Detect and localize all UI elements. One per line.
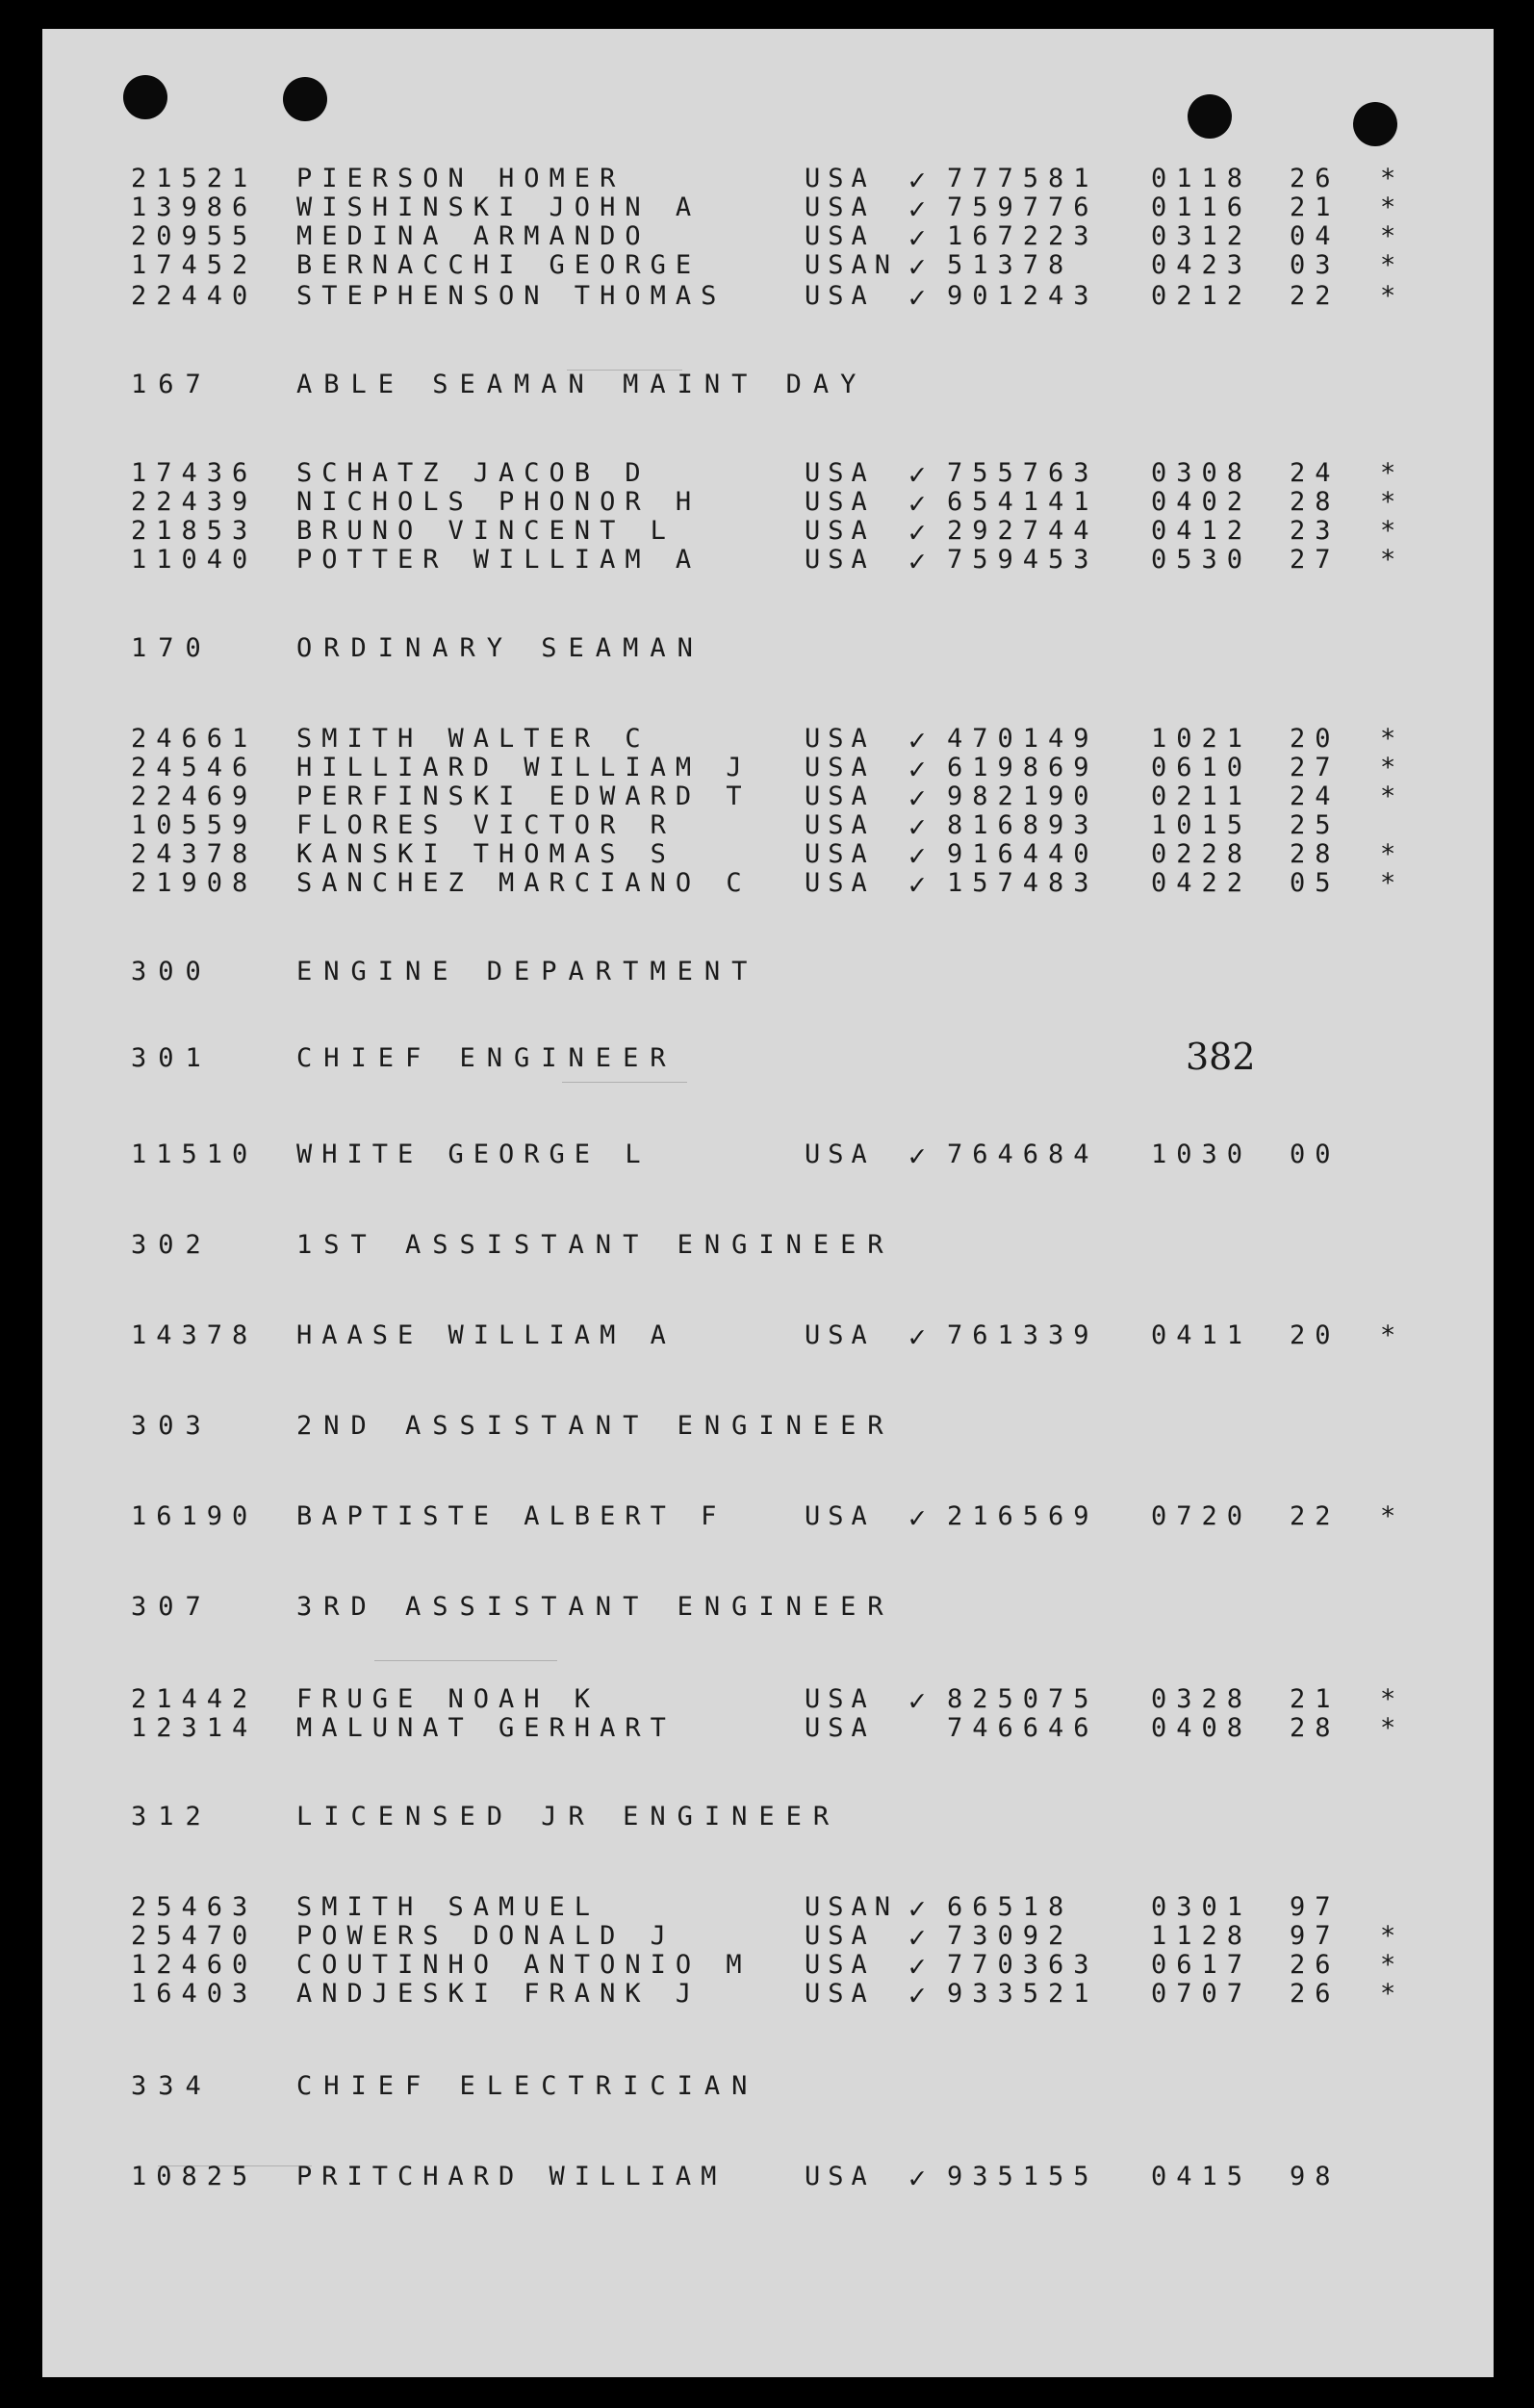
citizenship: USA — [805, 839, 875, 869]
crew-code: 14378 — [131, 1320, 258, 1350]
date-code: 1015 — [1151, 810, 1253, 840]
age: 04 — [1290, 221, 1341, 251]
document-number: 216569 — [947, 1501, 1099, 1531]
crew-name: SANCHEZ MARCIANO C — [296, 868, 752, 898]
section-heading — [42, 1802, 1494, 1832]
citizenship: USA — [805, 164, 875, 193]
crew-name: HAASE WILLIAM A — [296, 1320, 676, 1350]
crew-code: 12460 — [131, 1950, 258, 1980]
citizenship: USA — [805, 1320, 875, 1350]
punch-hole — [1353, 102, 1397, 146]
citizenship: USA — [805, 868, 875, 898]
date-code: 0415 — [1151, 2162, 1253, 2191]
asterisk-mark: * — [1380, 1684, 1396, 1714]
punch-hole — [283, 77, 327, 121]
age: 26 — [1290, 1950, 1341, 1980]
section-title: 2ND ASSISTANT ENGINEER — [296, 1411, 895, 1441]
age: 97 — [1290, 1892, 1341, 1922]
crew-name: HILLIARD WILLIAM J — [296, 753, 752, 782]
asterisk-mark: * — [1380, 724, 1396, 754]
age: 97 — [1290, 1921, 1341, 1951]
date-code: 0402 — [1151, 487, 1253, 517]
crew-code: 21442 — [131, 1684, 258, 1714]
crew-entry-row — [42, 545, 1494, 576]
citizenship: USA — [805, 281, 875, 311]
age: 28 — [1290, 1713, 1341, 1743]
crew-code: 25463 — [131, 1892, 258, 1922]
age: 28 — [1290, 839, 1341, 869]
crew-name: SMITH SAMUEL — [296, 1892, 601, 1922]
section-title: ABLE SEAMAN MAINT DAY — [296, 370, 868, 399]
document-number: 825075 — [947, 1684, 1099, 1714]
citizenship: USA — [805, 458, 875, 488]
section-heading — [42, 1043, 1494, 1074]
age: 28 — [1290, 487, 1341, 517]
crew-entry-row — [42, 458, 1494, 492]
crew-code: 10825 — [131, 2162, 258, 2191]
age: 24 — [1290, 781, 1341, 811]
crew-entry-row — [42, 250, 1494, 284]
crew-code: 22469 — [131, 781, 258, 811]
crew-name: KANSKI THOMAS S — [296, 839, 676, 869]
age: 03 — [1290, 250, 1341, 280]
citizenship: USA — [805, 753, 875, 782]
crew-code: 25470 — [131, 1921, 258, 1951]
age: 05 — [1290, 868, 1341, 898]
date-code: 0530 — [1151, 545, 1253, 575]
citizenship: USA — [805, 1950, 875, 1980]
crew-entry-row — [42, 1140, 1494, 1173]
date-code: 1030 — [1151, 1140, 1253, 1169]
check-mark: ✓ — [908, 458, 927, 492]
age: 27 — [1290, 753, 1341, 782]
section-heading — [42, 1592, 1494, 1623]
age: 00 — [1290, 1140, 1341, 1169]
date-code: 0211 — [1151, 781, 1253, 811]
crew-name: PERFINSKI EDWARD T — [296, 781, 752, 811]
age: 22 — [1290, 1501, 1341, 1531]
crew-code: 13986 — [131, 192, 258, 222]
check-mark: ✓ — [908, 164, 927, 197]
citizenship: USAN — [805, 1892, 899, 1922]
date-code: 0116 — [1151, 192, 1253, 222]
date-code: 0610 — [1151, 753, 1253, 782]
crew-entry-row — [42, 221, 1494, 255]
check-mark: ✓ — [908, 1684, 927, 1718]
citizenship: USA — [805, 810, 875, 840]
check-mark: ✓ — [908, 1501, 927, 1535]
crew-entry-row — [42, 810, 1494, 844]
crew-entry-row — [42, 868, 1494, 902]
document-number: 73092 — [947, 1921, 1074, 1951]
section-heading — [42, 1411, 1494, 1442]
crew-code: 16190 — [131, 1501, 258, 1531]
age: 27 — [1290, 545, 1341, 575]
document-number: 759776 — [947, 192, 1099, 222]
crew-code: 17436 — [131, 458, 258, 488]
asterisk-mark: * — [1380, 1320, 1396, 1350]
date-code: 0212 — [1151, 281, 1253, 311]
date-code: 0408 — [1151, 1713, 1253, 1743]
citizenship: USA — [805, 1501, 875, 1531]
crew-code: 24378 — [131, 839, 258, 869]
crew-code: 20955 — [131, 221, 258, 251]
crew-code: 11510 — [131, 1140, 258, 1169]
citizenship: USA — [805, 2162, 875, 2191]
page-number: 382 — [1186, 1036, 1256, 1078]
document-number: 746646 — [947, 1713, 1099, 1743]
age: 24 — [1290, 458, 1341, 488]
crew-entry-row — [42, 1979, 1494, 2010]
crew-name: FLORES VICTOR R — [296, 810, 676, 840]
check-mark: ✓ — [908, 724, 927, 757]
crew-entry-row — [42, 1713, 1494, 1744]
section-title: ENGINE DEPARTMENT — [296, 957, 759, 986]
citizenship: USA — [805, 192, 875, 222]
crew-entry-row — [42, 164, 1494, 197]
check-mark: ✓ — [908, 1979, 927, 2012]
date-code: 0707 — [1151, 1979, 1253, 2009]
citizenship: USA — [805, 221, 875, 251]
date-code: 0118 — [1151, 164, 1253, 193]
section-heading — [42, 2071, 1494, 2102]
asterisk-mark: * — [1380, 516, 1396, 546]
asterisk-mark: * — [1380, 545, 1396, 575]
crew-entry-row — [42, 1921, 1494, 1955]
crew-entry-row — [42, 724, 1494, 755]
citizenship: USA — [805, 1684, 875, 1714]
document-number: 292744 — [947, 516, 1099, 546]
age: 20 — [1290, 724, 1341, 754]
crew-code: 24661 — [131, 724, 258, 754]
document-number: 935155 — [947, 2162, 1099, 2191]
citizenship: USA — [805, 487, 875, 517]
section-code: 300 — [131, 957, 213, 986]
crew-name: BAPTISTE ALBERT F — [296, 1501, 727, 1531]
punch-hole — [123, 75, 167, 119]
citizenship: USA — [805, 1140, 875, 1169]
section-heading — [42, 1230, 1494, 1261]
crew-name: SMITH WALTER C — [296, 724, 651, 754]
date-code: 0720 — [1151, 1501, 1253, 1531]
check-mark: ✓ — [908, 810, 927, 844]
section-title: CHIEF ENGINEER — [296, 1043, 678, 1073]
age: 21 — [1290, 1684, 1341, 1714]
date-code: 0423 — [1151, 250, 1253, 280]
crew-name: WHITE GEORGE L — [296, 1140, 651, 1169]
asterisk-mark: * — [1380, 487, 1396, 517]
age: 26 — [1290, 164, 1341, 193]
section-code: 167 — [131, 370, 213, 399]
crew-name: COUTINHO ANTONIO M — [296, 1950, 752, 1980]
crew-name: WISHINSKI JOHN A — [296, 192, 702, 222]
crew-name: ANDJESKI FRANK J — [296, 1979, 702, 2009]
citizenship: USA — [805, 1713, 875, 1743]
crew-name: STEPHENSON THOMAS — [296, 281, 727, 311]
check-mark: ✓ — [908, 545, 927, 578]
crew-entry-row — [42, 781, 1494, 815]
check-mark: ✓ — [908, 839, 927, 873]
section-title: LICENSED JR ENGINEER — [296, 1802, 841, 1832]
crew-code: 16403 — [131, 1979, 258, 2009]
section-code: 301 — [131, 1043, 213, 1073]
crew-code: 21853 — [131, 516, 258, 546]
section-title: CHIEF ELECTRICIAN — [296, 2071, 759, 2101]
document-number: 755763 — [947, 458, 1099, 488]
check-mark: ✓ — [908, 487, 927, 521]
document-number: 66518 — [947, 1892, 1074, 1922]
document-number: 777581 — [947, 164, 1099, 193]
section-heading — [42, 957, 1494, 987]
citizenship: USA — [805, 1921, 875, 1951]
asterisk-mark: * — [1380, 1950, 1396, 1980]
section-code: 302 — [131, 1230, 213, 1260]
section-code: 334 — [131, 2071, 213, 2101]
section-title: ORDINARY SEAMAN — [296, 633, 704, 663]
age: 21 — [1290, 192, 1341, 222]
crew-name: FRUGE NOAH K — [296, 1684, 601, 1714]
section-code: 170 — [131, 633, 213, 663]
date-code: 0617 — [1151, 1950, 1253, 1980]
age: 25 — [1290, 810, 1341, 840]
document-number: 654141 — [947, 487, 1099, 517]
date-code: 0328 — [1151, 1684, 1253, 1714]
crew-name: NICHOLS PHONOR H — [296, 487, 702, 517]
asterisk-mark: * — [1380, 458, 1396, 488]
crew-entry-row — [42, 2162, 1494, 2195]
crew-code: 10559 — [131, 810, 258, 840]
date-code: 0312 — [1151, 221, 1253, 251]
document-number: 157483 — [947, 868, 1099, 898]
crew-entry-row — [42, 753, 1494, 786]
document-number: 901243 — [947, 281, 1099, 311]
crew-name: PRITCHARD WILLIAM — [296, 2162, 727, 2191]
crew-code: 21521 — [131, 164, 258, 193]
date-code: 0308 — [1151, 458, 1253, 488]
document-number: 770363 — [947, 1950, 1099, 1980]
asterisk-mark: * — [1380, 868, 1396, 898]
asterisk-mark: * — [1380, 1501, 1396, 1531]
asterisk-mark: * — [1380, 1979, 1396, 2009]
check-mark: ✓ — [908, 1921, 927, 1955]
age: 20 — [1290, 1320, 1341, 1350]
section-heading — [42, 633, 1494, 664]
crew-name: MALUNAT GERHART — [296, 1713, 676, 1743]
date-code: 0301 — [1151, 1892, 1253, 1922]
age: 23 — [1290, 516, 1341, 546]
age: 98 — [1290, 2162, 1341, 2191]
crew-entry-row — [42, 839, 1494, 873]
date-code: 1021 — [1151, 724, 1253, 754]
citizenship: USA — [805, 781, 875, 811]
crew-code: 22440 — [131, 281, 258, 311]
crew-code: 11040 — [131, 545, 258, 575]
crew-code: 22439 — [131, 487, 258, 517]
punch-hole — [1188, 94, 1232, 139]
check-mark: ✓ — [908, 516, 927, 550]
age: 22 — [1290, 281, 1341, 311]
crew-entry-row — [42, 1684, 1494, 1718]
section-title: 1ST ASSISTANT ENGINEER — [296, 1230, 895, 1260]
citizenship: USA — [805, 545, 875, 575]
section-title: 3RD ASSISTANT ENGINEER — [296, 1592, 895, 1622]
crew-entry-row — [42, 487, 1494, 521]
asterisk-mark: * — [1380, 164, 1396, 193]
check-mark: ✓ — [908, 868, 927, 902]
document-number: 470149 — [947, 724, 1099, 754]
asterisk-mark: * — [1380, 839, 1396, 869]
asterisk-mark: * — [1380, 781, 1396, 811]
check-mark: ✓ — [908, 1320, 927, 1354]
crew-name: POTTER WILLIAM A — [296, 545, 702, 575]
crew-code: 21908 — [131, 868, 258, 898]
faint-rule — [374, 1660, 557, 1661]
citizenship: USA — [805, 1979, 875, 2009]
crew-entry-row — [42, 192, 1494, 226]
crew-name: BRUNO VINCENT L — [296, 516, 676, 546]
date-code: 0228 — [1151, 839, 1253, 869]
check-mark: ✓ — [908, 753, 927, 786]
faint-rule — [562, 1082, 687, 1083]
check-mark: ✓ — [908, 781, 927, 815]
crew-entry-row — [42, 281, 1494, 315]
document-number: 759453 — [947, 545, 1099, 575]
document-number: 982190 — [947, 781, 1099, 811]
check-mark: ✓ — [908, 250, 927, 284]
crew-entry-row — [42, 1501, 1494, 1535]
check-mark: ✓ — [908, 1892, 927, 1926]
check-mark: ✓ — [908, 1950, 927, 1984]
crew-code: 17452 — [131, 250, 258, 280]
date-code: 0411 — [1151, 1320, 1253, 1350]
check-mark: ✓ — [908, 221, 927, 255]
date-code: 1128 — [1151, 1921, 1253, 1951]
crew-name: BERNACCHI GEORGE — [296, 250, 702, 280]
check-mark: ✓ — [908, 192, 927, 226]
crew-entry-row — [42, 1320, 1494, 1354]
check-mark: ✓ — [908, 281, 927, 315]
crew-entry-row — [42, 1950, 1494, 1984]
document-number: 916440 — [947, 839, 1099, 869]
asterisk-mark: * — [1380, 753, 1396, 782]
date-code: 0422 — [1151, 868, 1253, 898]
asterisk-mark: * — [1380, 1921, 1396, 1951]
section-heading — [42, 370, 1494, 400]
crew-name: PIERSON HOMER — [296, 164, 626, 193]
asterisk-mark: * — [1380, 1713, 1396, 1743]
check-mark: ✓ — [908, 1140, 927, 1173]
document-number: 51378 — [947, 250, 1074, 280]
crew-code: 12314 — [131, 1713, 258, 1743]
document-number: 933521 — [947, 1979, 1099, 2009]
crew-entry-row — [42, 516, 1494, 550]
asterisk-mark: * — [1380, 281, 1396, 311]
age: 26 — [1290, 1979, 1341, 2009]
section-code: 307 — [131, 1592, 213, 1622]
crew-code: 24546 — [131, 753, 258, 782]
asterisk-mark: * — [1380, 221, 1396, 251]
document-number: 816893 — [947, 810, 1099, 840]
citizenship: USA — [805, 516, 875, 546]
section-code: 312 — [131, 1802, 213, 1832]
section-code: 303 — [131, 1411, 213, 1441]
document-number: 619869 — [947, 753, 1099, 782]
asterisk-mark: * — [1380, 250, 1396, 280]
crew-name: POWERS DONALD J — [296, 1921, 676, 1951]
citizenship: USAN — [805, 250, 899, 280]
asterisk-mark: * — [1380, 192, 1396, 222]
document-number: 167223 — [947, 221, 1099, 251]
date-code: 0412 — [1151, 516, 1253, 546]
crew-name: SCHATZ JACOB D — [296, 458, 651, 488]
document-number: 761339 — [947, 1320, 1099, 1350]
document-number: 764684 — [947, 1140, 1099, 1169]
crew-entry-row — [42, 1892, 1494, 1926]
crew-name: MEDINA ARMANDO — [296, 221, 651, 251]
document-page — [42, 29, 1494, 2377]
check-mark: ✓ — [908, 2162, 927, 2195]
citizenship: USA — [805, 724, 875, 754]
